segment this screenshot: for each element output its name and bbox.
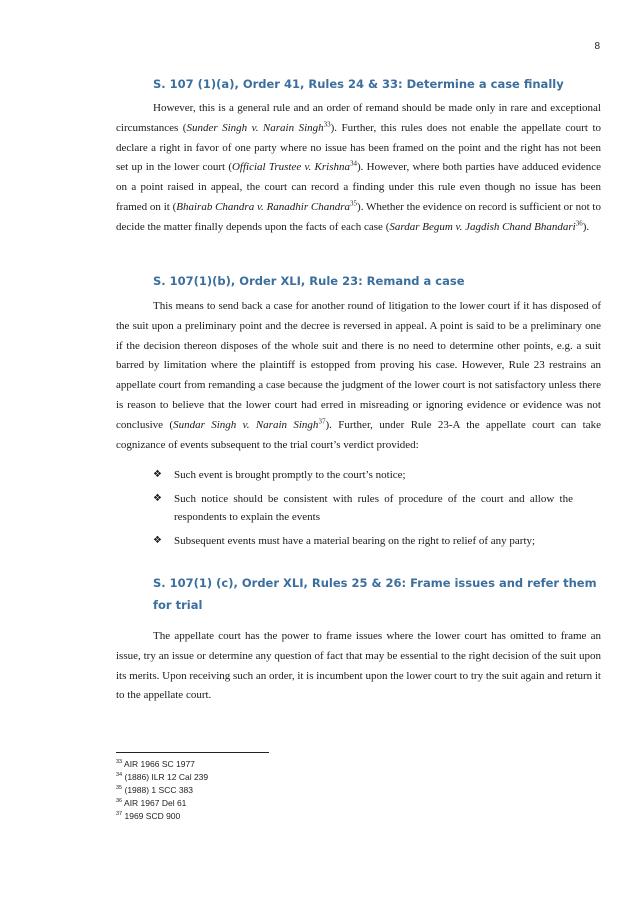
footnote-ref: 35: [350, 199, 358, 208]
diamond-bullet-icon: ❖: [153, 493, 162, 504]
list-item: ❖ Such event is brought promptly to the court’s notice;: [153, 466, 573, 484]
diamond-bullet-icon: ❖: [153, 535, 162, 546]
footnote-ref: 36: [575, 219, 583, 228]
case-citation: Sardar Begum v. Jagdish Chand Bhandari: [389, 220, 576, 233]
page-number: 8: [594, 41, 600, 52]
footnote-ref: 34: [349, 159, 357, 168]
section-heading-2: S. 107(1)(b), Order XLI, Rule 23: Remand a case: [153, 274, 465, 288]
footnote-divider: [116, 752, 269, 753]
footnote-ref: 33: [323, 120, 331, 129]
footnote: $^{36}$ AIR 1967 Del 61: [116, 798, 187, 808]
conditions-list: [153, 466, 573, 556]
paragraph-3: The appellate court has the power to frame issues where the lower court has omitted to frame an issue, try an issue or determine any question of fact that may be essential to the right decision of the suit upon its merits. Upon receiving such an order, it is incumbent upon the lower court to try the suit again and return it to the appellate court.: [116, 630, 601, 702]
case-citation: Sunder Singh v. Narain Singh: [186, 121, 324, 134]
paragraph-2: This means to send back a case for another round of litigation to the lower court if it has disposed of the suit upon a preliminary point and the decree is reversed in appeal. A point is said to be a preliminary one if the decision thereon disposes of the whole suit and there is no need to determine other points, e.g. a suit barred by limitation where the plaintiff is estopped from proving his case. However, Rule 23 restrains an appellate court from remanding a case because the judgment of the lower court is not satisfactory unless there is reason to believe that the lower court had erred in misreading or ignoring evidence or evidence was not conclusive (Sundar Singh v. Narain Singh$^{37}$). Further, under Rule 23-A the appellate court can take cognizance of events subsequent to the trial court’s verdict provided:: [116, 300, 602, 451]
footnote: $^{37}$ 1969 SCD 900: [116, 811, 181, 821]
diamond-bullet-icon: ❖: [153, 469, 162, 480]
paragraph-1: However, this is a general rule and an order of remand should be made only in rare and exceptional circumstances (Sunder Singh v. Narain Singh$^{33}$). Further, this rules does not enable the appellate court to declare a right in favor of one party where no issue has been framed on the point and the right has not been set up in the lower court (Official Trustee v. Krishna$^{34}$). However, where both parties have adduced evidence on a point raised in appeal, the court can record a finding under this rule even though no issue has been framed on it (Bhairab Chandra v. Ranadhir Chandra$^{35}$). Whether the evidence on record is sufficient or not to decide the matter finally depends upon the facts of each case (Sardar Begum v. Jagdish Chand Bhandari$^{36}$).: [116, 102, 602, 233]
section-heading-1: S. 107 (1)(a), Order 41, Rules 24 & 33: Determine a case finally: [153, 77, 564, 91]
footnote-ref: 37: [318, 417, 326, 426]
case-citation: Bhairab Chandra v. Ranadhir Chandra: [176, 200, 351, 213]
footnote: $^{33}$ AIR 1966 SC 1977: [116, 759, 195, 769]
footnote: $^{34}$ (1886) ILR 12 Cal 239: [116, 772, 209, 782]
footnote: $^{35}$ (1988) 1 SCC 383: [116, 785, 194, 795]
list-item: ❖ Subsequent events must have a material bearing on the right to relief of any party;: [153, 532, 573, 550]
section-heading-3: S. 107(1) (c), Order XLI, Rules 25 & 26: Frame issues and refer them for trial: [153, 576, 597, 612]
case-citation: Official Trustee v. Krishna: [231, 161, 350, 174]
case-citation: Sundar Singh v. Narain Singh: [173, 418, 319, 431]
list-item: ❖ Such notice should be consistent with rules of procedure of the court and allow the respondents to explain the events: [153, 490, 573, 526]
